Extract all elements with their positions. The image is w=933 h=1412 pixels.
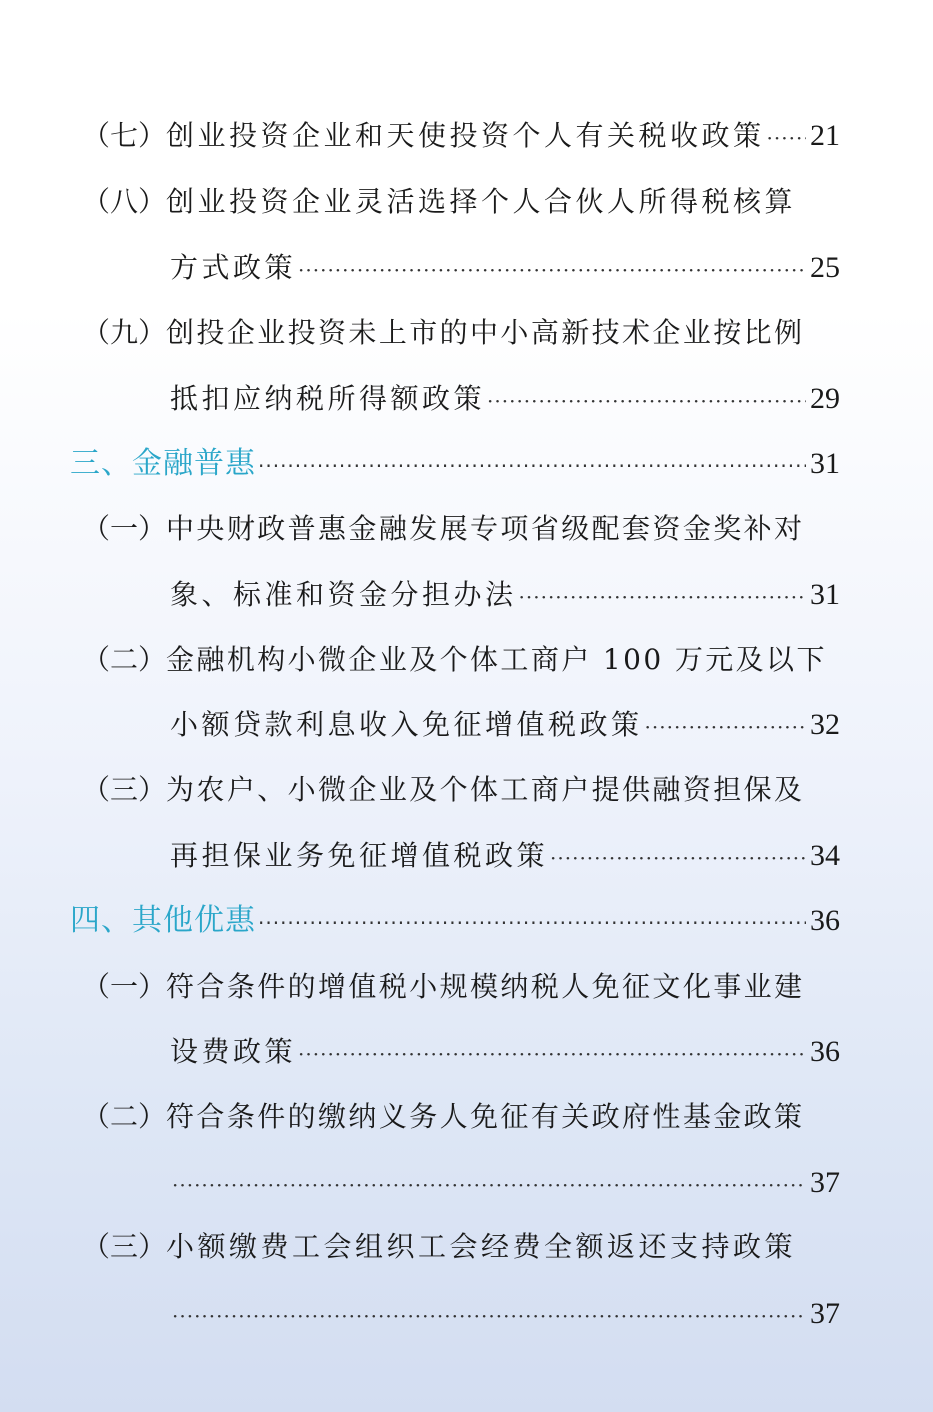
toc-entry-marker: （一） bbox=[82, 512, 167, 545]
leader-dots bbox=[298, 252, 806, 288]
toc-entry[interactable] bbox=[82, 1229, 840, 1265]
toc-page-number: 25 bbox=[810, 251, 840, 284]
toc-entry-title: 符合条件的增值税小规模纳税人免征文化事业建 bbox=[166, 970, 805, 1003]
toc-entry-marker: （二） bbox=[82, 1100, 167, 1133]
leader-dots bbox=[258, 905, 806, 941]
toc-entry[interactable] bbox=[82, 511, 840, 547]
leader-dots bbox=[258, 448, 806, 484]
toc-entry-continuation[interactable] bbox=[170, 1296, 840, 1332]
leader-dots bbox=[487, 383, 806, 419]
toc-page-number: 31 bbox=[810, 578, 840, 611]
toc-entry-continuation[interactable] bbox=[170, 1034, 840, 1070]
toc-entry-title: 方式政策 bbox=[170, 251, 297, 284]
toc-entry-title: 创业投资企业和天使投资个人有关税收政策 bbox=[166, 119, 765, 152]
toc-entry-title: 抵扣应纳税所得额政策 bbox=[170, 382, 486, 415]
toc-page-number: 29 bbox=[810, 382, 840, 415]
leader-dots bbox=[550, 840, 806, 876]
toc-entry-title: 创投企业投资未上市的中小高新技术企业按比例 bbox=[166, 316, 805, 349]
toc-entry-continuation[interactable] bbox=[170, 707, 840, 743]
toc-entry-continuation[interactable] bbox=[170, 1165, 840, 1201]
toc-entry[interactable] bbox=[82, 1099, 840, 1135]
leader-dots bbox=[172, 1298, 806, 1334]
leader-dots bbox=[645, 709, 806, 745]
toc-entry-title: 小额贷款利息收入免征增值税政策 bbox=[170, 708, 643, 741]
toc-entry[interactable] bbox=[82, 118, 840, 154]
toc-entry[interactable] bbox=[82, 315, 840, 351]
toc-page-number: 21 bbox=[810, 119, 840, 152]
toc-page-number: 36 bbox=[810, 904, 840, 937]
toc-page-number: 36 bbox=[810, 1035, 840, 1068]
toc-entry-title: 象、标准和资金分担办法 bbox=[170, 578, 517, 611]
toc-entry-marker: （七） bbox=[82, 119, 167, 152]
toc-entry-title: 设费政策 bbox=[170, 1035, 297, 1068]
toc-entry-marker: （八） bbox=[82, 185, 167, 218]
toc-page-number: 34 bbox=[810, 839, 840, 872]
toc-entry[interactable] bbox=[82, 969, 840, 1005]
toc-entry-title: 小额缴费工会组织工会经费全额返还支持政策 bbox=[166, 1230, 797, 1263]
toc-entry[interactable] bbox=[82, 184, 840, 220]
toc-entry-continuation[interactable] bbox=[170, 838, 840, 874]
toc-page-number: 37 bbox=[810, 1166, 840, 1199]
leader-dots bbox=[767, 120, 806, 156]
toc-page-number: 31 bbox=[810, 447, 840, 480]
toc-entry-title: 创业投资企业灵活选择个人合伙人所得税核算 bbox=[166, 185, 797, 218]
toc-entry[interactable] bbox=[82, 642, 840, 678]
toc-section-heading[interactable] bbox=[70, 903, 840, 939]
toc-entry[interactable] bbox=[82, 772, 840, 808]
toc-page-number: 37 bbox=[810, 1297, 840, 1330]
section-title: 四、其他优惠 bbox=[70, 903, 256, 938]
toc-entry-title: 为农户、小微企业及个体工商户提供融资担保及 bbox=[166, 773, 805, 806]
toc-entry-title: 符合条件的缴纳义务人免征有关政府性基金政策 bbox=[166, 1100, 805, 1133]
toc-entry-marker: （九） bbox=[82, 316, 167, 349]
toc-entry-title: 金融机构小微企业及个体工商户 100 万元及以下 bbox=[166, 643, 827, 676]
leader-dots bbox=[172, 1167, 806, 1203]
leader-dots bbox=[298, 1036, 806, 1072]
toc-entry-title: 中央财政普惠金融发展专项省级配套资金奖补对 bbox=[166, 512, 805, 545]
toc-section-heading[interactable] bbox=[70, 446, 840, 482]
toc-entry-marker: （三） bbox=[82, 773, 167, 806]
toc-entry-continuation[interactable] bbox=[170, 250, 840, 286]
leader-dots bbox=[519, 579, 806, 615]
toc-entry-continuation[interactable] bbox=[170, 577, 840, 613]
toc-entry-title: 再担保业务免征增值税政策 bbox=[170, 839, 549, 872]
toc-entry-marker: （二） bbox=[82, 643, 167, 676]
toc-entry-marker: （一） bbox=[82, 970, 167, 1003]
toc-entry-marker: （三） bbox=[82, 1230, 167, 1263]
toc-page-number: 32 bbox=[810, 708, 840, 741]
toc-entry-continuation[interactable] bbox=[170, 381, 840, 417]
section-title: 三、金融普惠 bbox=[70, 446, 256, 481]
